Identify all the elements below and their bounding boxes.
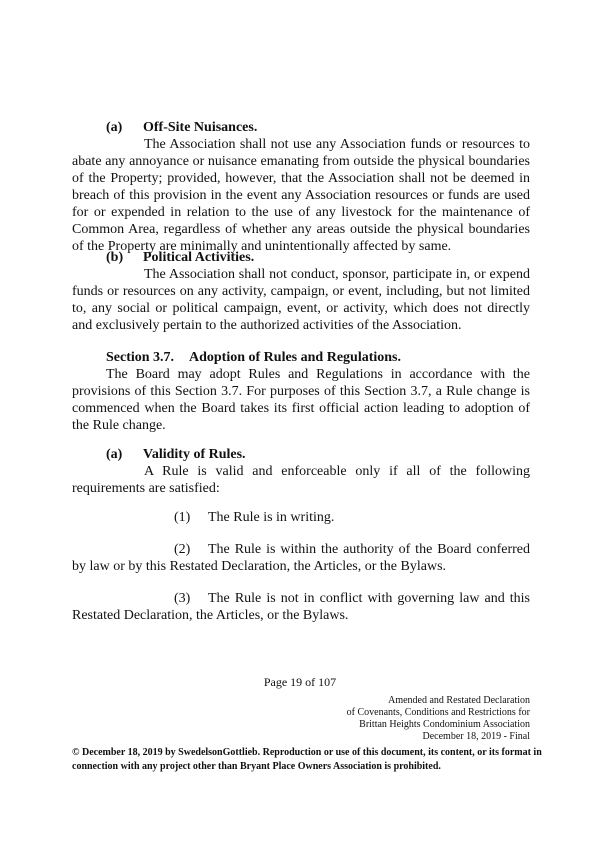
paragraph: The Board may adopt Rules and Regulations in accordance with the provisions of this Section 3.7. For purposes of this Section 3.7, a Rule change is commenced when the Board takes its first official action leading to adoption of the Rule change. xyxy=(72,367,530,433)
paragraph: The Association shall not use any Association funds or resources to abate any annoyance or nuisance emanating from outside the physical boundaries of the Property; provided, however, that the Association shall not be deemed in breach of this provision in the event any Association resources or funds are used for or expended in relation to the use of any livestock for the maintenance of Common Area, regardless of whether any areas outside the physical boundaries of the Property are minimally and unintentionally affected by same. xyxy=(72,137,530,254)
document-info: Amended and Restated Declaration of Covenants, Conditions and Restrictions for Brittan Heights Condominium Association December 18, 2019 - Final xyxy=(346,695,530,742)
copyright-notice: © December 18, 2019 by SwedelsonGottlieb. Reproduction or use of this document, its content, or its format in connection with any project other than Bryant Place Owners Association is prohibited. xyxy=(72,747,542,772)
paragraph: The Association shall not conduct, sponsor, participate in, or expend funds or resources on any activity, campaign, or event, including, but not limited to, any social or political campaign, event, or activity, which does not directly and exclusively pertain to the authorized activities of the Association. xyxy=(72,267,530,333)
heading: (a) Off-Site Nuisances. xyxy=(106,120,258,135)
list-item: (2) The Rule is within the authority of the Board conferred by law or by this Restated Declaration, the Articles, or the Bylaws. xyxy=(72,542,530,574)
paragraph: A Rule is valid and enforceable only if all of the following requirements are satisfied: xyxy=(72,464,530,496)
heading: Section 3.7. Adoption of Rules and Regulations. xyxy=(106,350,401,365)
page-number: Page 19 of 107 xyxy=(263,675,337,689)
list-item: (3) The Rule is not in conflict with governing law and this Restated Declaration, the Articles, or the Bylaws. xyxy=(72,591,530,623)
section-a-offsite-nuisances xyxy=(72,119,530,255)
heading: (b) Political Activities. xyxy=(106,250,255,265)
list-item: (1) The Rule is in writing. xyxy=(174,510,335,525)
section-a-validity-of-rules xyxy=(72,446,530,497)
heading: (a) Validity of Rules. xyxy=(106,447,246,462)
section-b-political-activities xyxy=(72,249,530,334)
section-3-7 xyxy=(72,349,530,434)
